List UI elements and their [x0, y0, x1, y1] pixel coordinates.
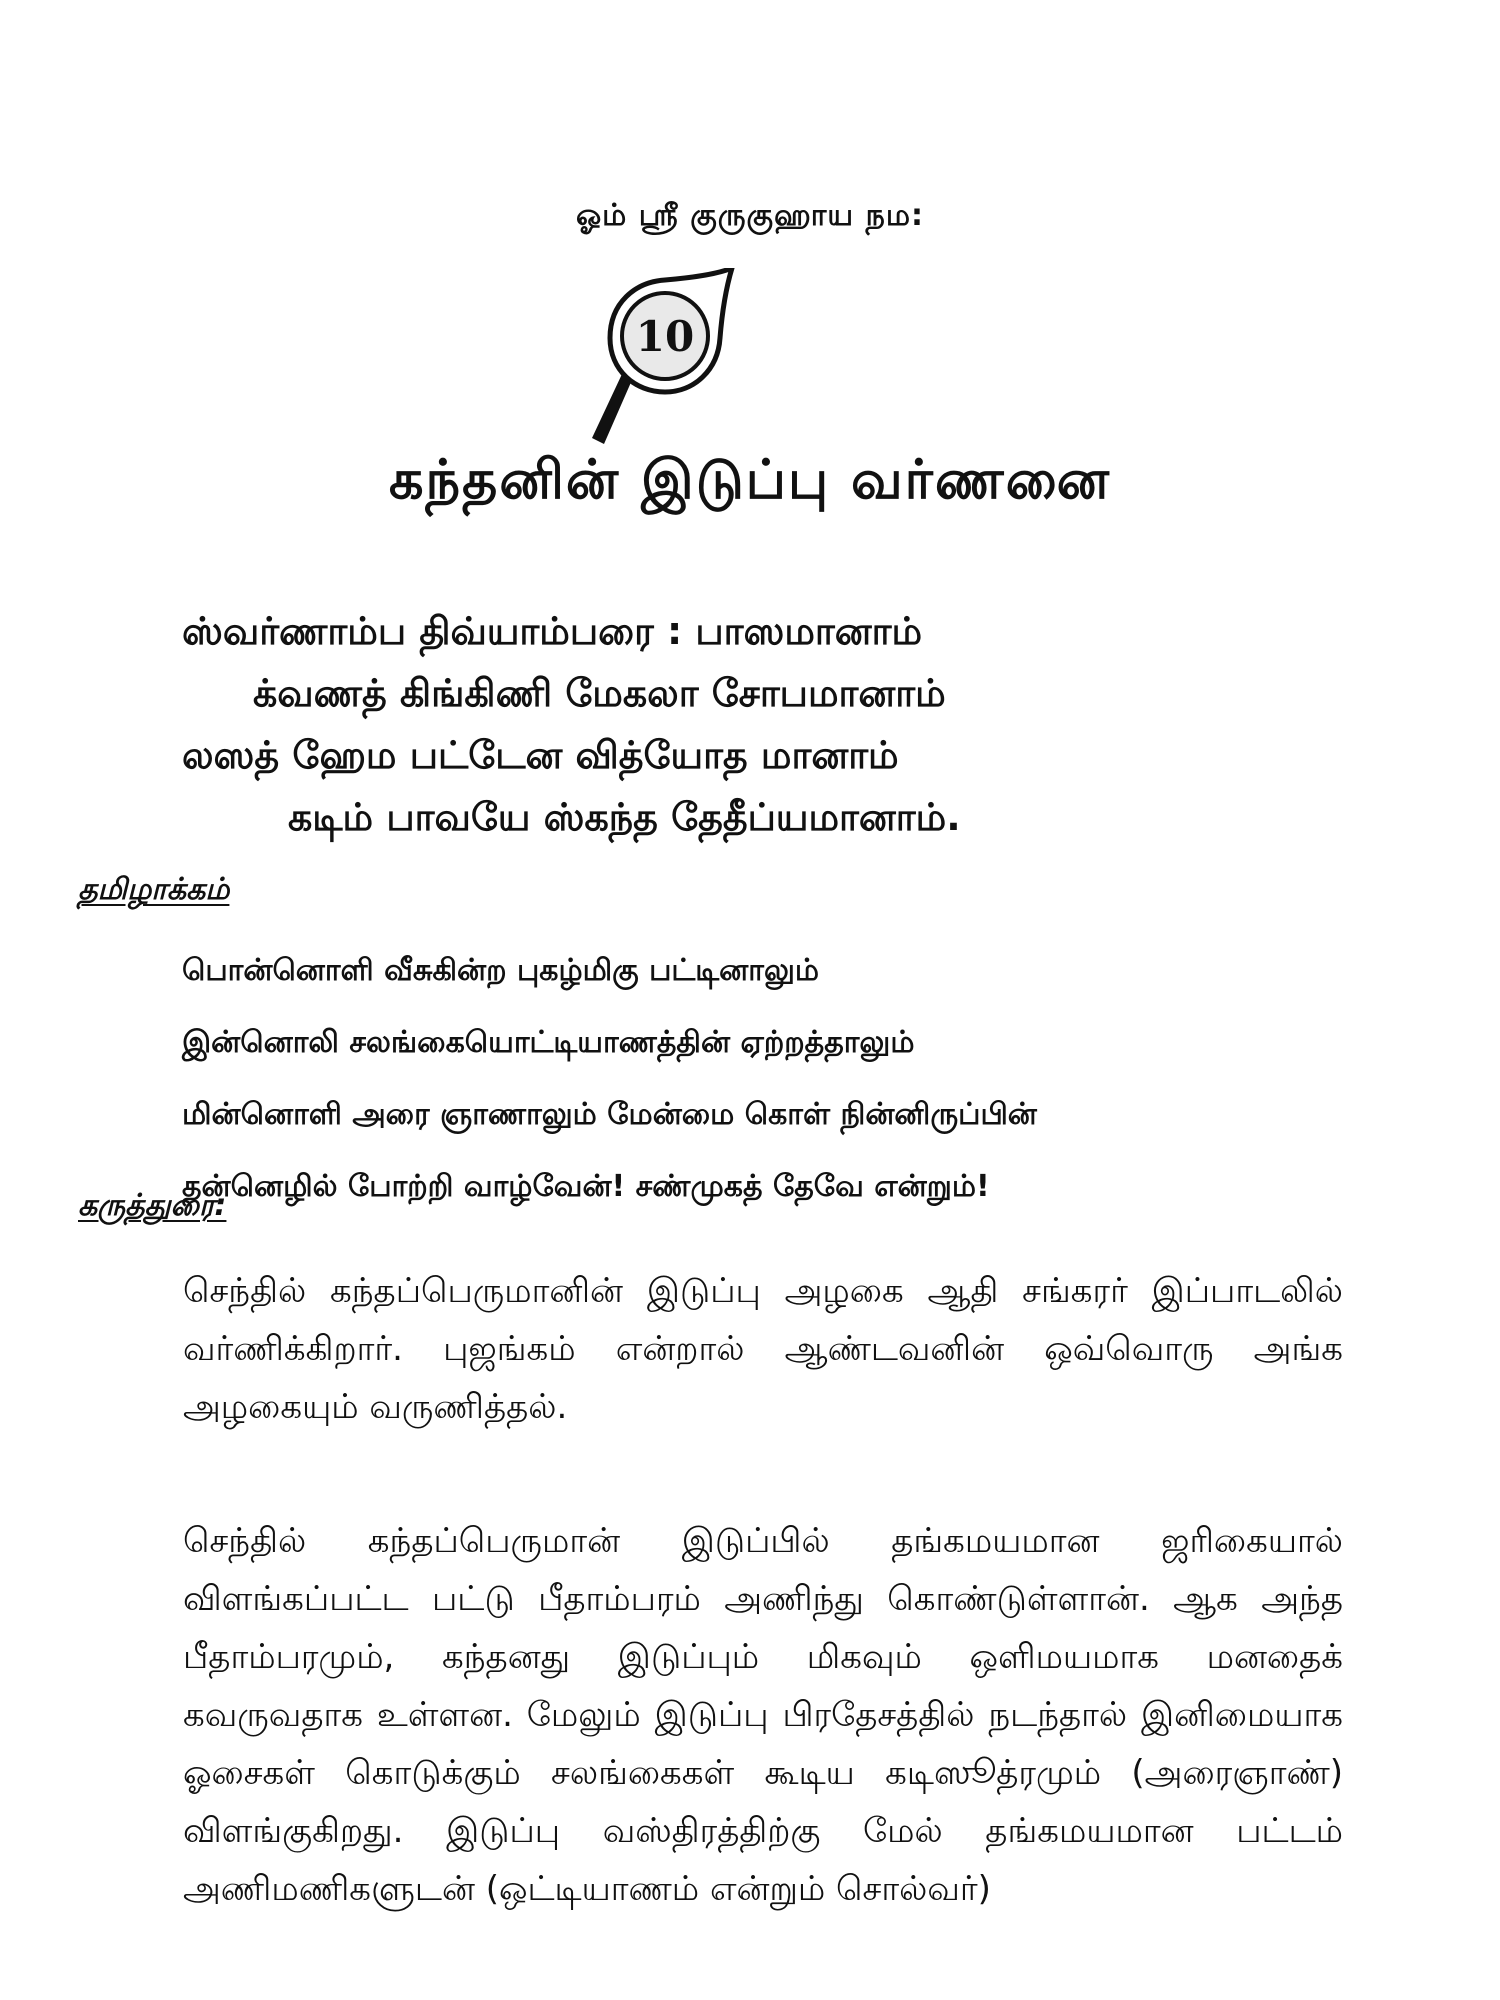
translation-line: மின்னொளி அரை ஞாணாலும் மேன்மை கொள் நின்னிருப்பின்	[182, 1097, 1037, 1132]
commentary-paragraph: செந்தில் கந்தப்பெருமானின் இடுப்பு அழகை ஆதி சங்கரர் இப்பாடலில் வர்ணிக்கிறார். புஜங்கம் என்றால் ஆண்டவனின் ஒவ்வொரு அங்க அழகையும் வருணித்தல்.	[183, 1271, 1343, 1427]
verse-line: லஸத் ஹேம பட்டேன வித்யோத மானாம்	[182, 733, 899, 777]
translation-line: இன்னொலி சலங்கையொட்டியாணத்தின் ஏற்றத்தாலும்	[182, 1025, 915, 1060]
commentary-paragraph: செந்தில் கந்தப்பெருமான் இடுப்பில் தங்கமயமான ஜரிகையால் விளங்கப்பட்ட பட்டு பீதாம்பரம் அணிந்து கொண்டுள்ளான். ஆக அந்த பீதாம்பரமும், கந்தனது இடுப்பும் மிகவும் ஒளிமயமாக மனதைக் கவருவதாக உள்ளன. மேலும் இடுப்பு பிரதேசத்தில் நடந்தால் இனிமையாக ஓசைகள் கொடுக்கும் சலங்கைகள் கூடிய கடிஸூத்ரமும் (அரைஞாண்) விளங்குகிறது. இடுப்பு வஸ்திரத்திற்கு மேல் தங்கமயமான பட்டம் அணிமணிகளுடன் (ஒட்டியாணம் என்றும் சொல்வர்)	[183, 1521, 1343, 1909]
chapter-number: 10	[635, 312, 695, 361]
commentary-heading: கருத்துரை:	[78, 1188, 227, 1223]
translation-line: பொன்னொளி வீசுகின்ற புகழ்மிகு பட்டினாலும்	[182, 953, 819, 988]
translation-heading: தமிழாக்கம்	[78, 872, 230, 907]
verse-line: க்வணத் கிங்கிணி மேகலா சோபமானாம்	[253, 671, 946, 715]
verse-line: கடிம் பாவயே ஸ்கந்த தேதீப்யமானாம்.	[288, 795, 961, 839]
magnifier-leaf-icon	[590, 268, 740, 458]
invocation-line: ஓம் ஸ்ரீ குருகுஹாய நம:	[576, 198, 924, 233]
translation-line: தன்னெழில் போற்றி வாழ்வேன்! சண்முகத் தேவே என்றும்!	[182, 1169, 990, 1204]
tamil-translation	[182, 935, 1037, 1223]
verse-line: ஸ்வர்ணாம்ப திவ்யாம்பரை : பாஸமானாம்	[182, 609, 923, 653]
chapter-title: கந்தனின் இடுப்பு வர்ணனை	[388, 448, 1112, 511]
chapter-number-badge	[590, 268, 740, 458]
